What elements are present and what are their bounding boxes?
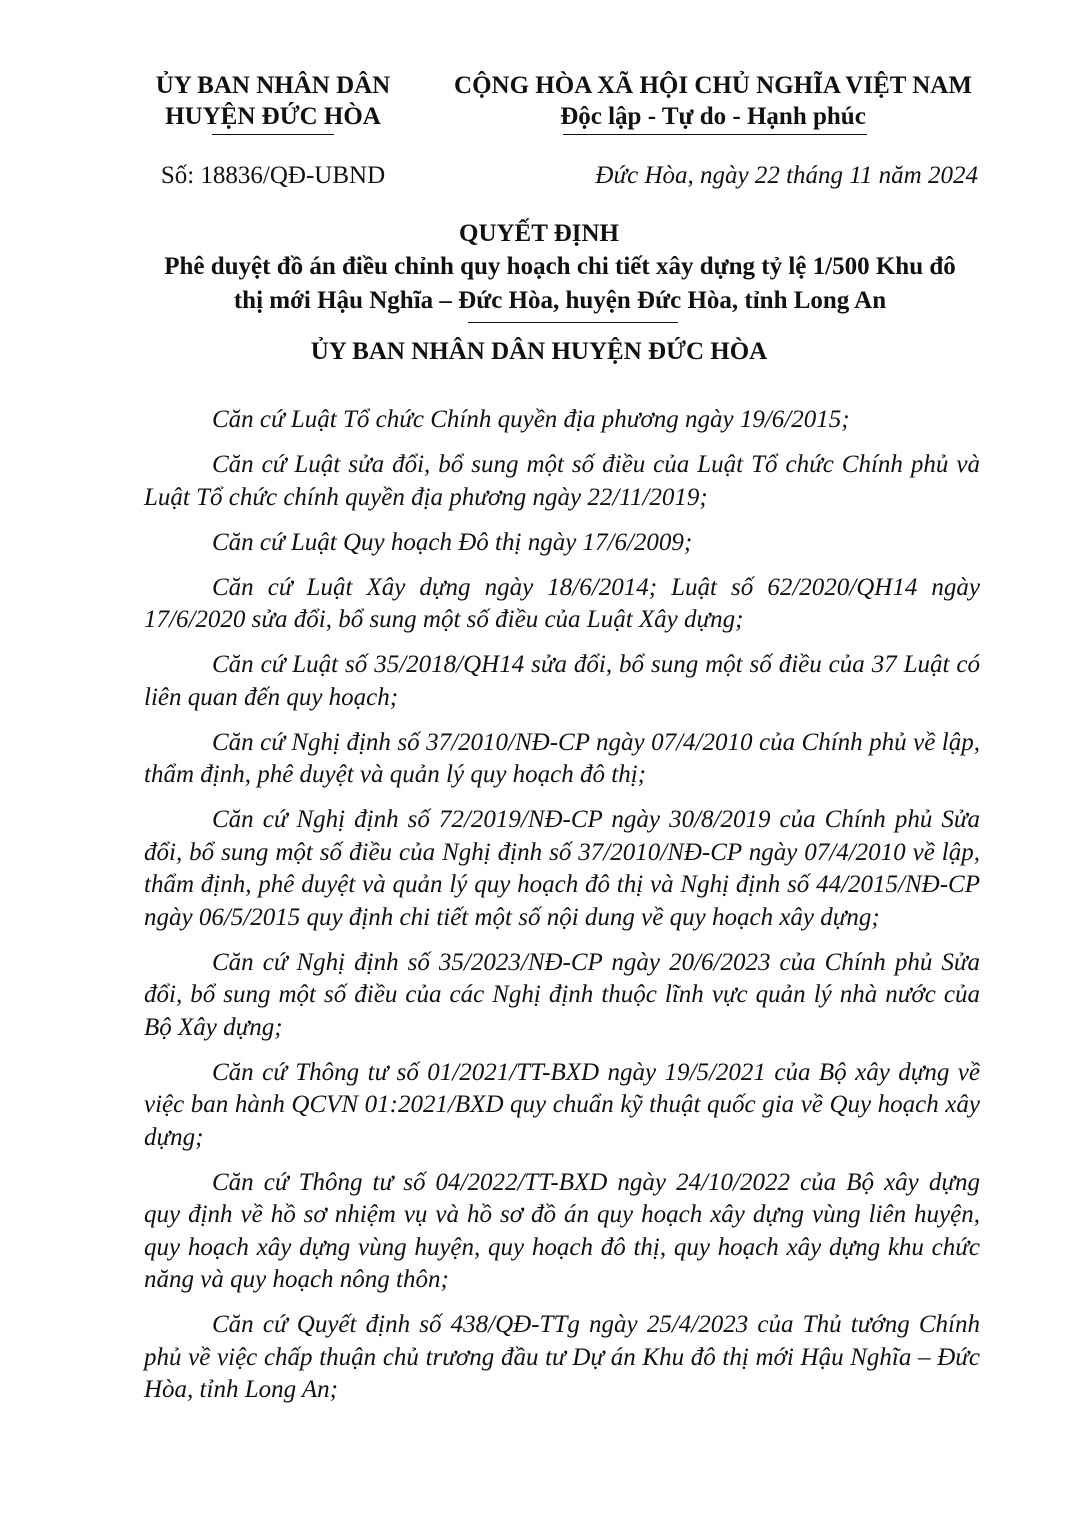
title-divider	[468, 322, 678, 323]
citation-paragraph: Căn cứ Nghị định số 72/2019/NĐ-CP ngày 30/8/2019 của Chính phủ Sửa đổi, bổ sung một số điều của Nghị định số 37/2010/NĐ-CP ngày 07/4/2010 về lập, thẩm định, phê duyệt và quản lý quy hoạch đô thị và Nghị định số 44/2015/NĐ-CP ngày 06/5/2015 quy định chi tiết một số nội dung về quy hoạch xây dựng;	[144, 806, 980, 931]
citation-paragraph: Căn cứ Luật số 35/2018/QH14 sửa đổi, bổ sung một số điều của 37 Luật có liên quan đến quy hoạch;	[144, 651, 980, 711]
national-motto	[432, 70, 994, 132]
agency-line-1: ỦY BAN NHÂN DÂN	[155, 72, 391, 99]
motto-divider	[563, 134, 867, 135]
subject-line-2: thị mới Hậu Nghĩa – Đức Hòa, huyện Đức Hòa, tỉnh Long An	[233, 287, 887, 314]
citation-paragraph: Căn cứ Luật Quy hoạch Đô thị ngày 17/6/2009;	[212, 528, 693, 556]
nation-line-2: Độc lập - Tự do - Hạnh phúc	[560, 103, 866, 130]
citation-paragraph: Căn cứ Nghị định số 35/2023/NĐ-CP ngày 20/6/2023 của Chính phủ Sửa đổi, bổ sung một số điều của các Nghị định thuộc lĩnh vực quản lý nhà nước của Bộ Xây dựng;	[144, 948, 980, 1041]
agency-divider	[212, 134, 334, 135]
citation-paragraph: Căn cứ Thông tư số 01/2021/TT-BXD ngày 19/5/2021 của Bộ xây dựng về việc ban hành QCVN 01:2021/BXD quy chuẩn kỹ thuật quốc gia về Quy hoạch xây dựng;	[144, 1058, 980, 1151]
subject-line-1: Phê duyệt đồ án điều chỉnh quy hoạch chi tiết xây dựng tỷ lệ 1/500 Khu đô	[164, 253, 956, 280]
citation-paragraph: Căn cứ Nghị định số 37/2010/NĐ-CP ngày 07/4/2010 của Chính phủ về lập, thẩm định, phê duyệt và quản lý quy hoạch đô thị;	[144, 728, 980, 788]
issuing-agency	[126, 70, 420, 132]
legal-basis	[144, 404, 980, 1419]
citation-paragraph: Căn cứ Luật Tổ chức Chính quyền địa phương ngày 19/6/2015;	[212, 406, 850, 433]
nation-line-1: CỘNG HÒA XÃ HỘI CHỦ NGHĨA VIỆT NAM	[454, 72, 972, 99]
place-and-date: Đức Hòa, ngày 22 tháng 11 năm 2024	[595, 162, 978, 189]
document-title: QUYẾT ĐỊNH	[459, 220, 619, 247]
citation-paragraph: Căn cứ Thông tư số 04/2022/TT-BXD ngày 24/10/2022 của Bộ xây dựng quy định về hồ sơ nhiệm vụ và hồ sơ đồ án quy hoạch xây dựng vùng liên huyện, quy hoạch xây dựng vùng huyện, quy hoạch đô thị, quy hoạch xây dựng khu chức năng và quy hoạch nông thôn;	[144, 1168, 980, 1293]
citation-paragraph: Căn cứ Quyết định số 438/QĐ-TTg ngày 25/4/2023 của Thủ tướng Chính phủ về việc chấp thuận chủ trương đầu tư Dự án Khu đô thị mới Hậu Nghĩa – Đức Hòa, tỉnh Long An;	[144, 1311, 980, 1403]
citation-paragraph: Căn cứ Luật sửa đổi, bổ sung một số điều của Luật Tổ chức Chính phủ và Luật Tổ chức chính quyền địa phương ngày 22/11/2019;	[144, 451, 980, 511]
issuing-authority: ỦY BAN NHÂN DÂN HUYỆN ĐỨC HÒA	[310, 338, 768, 365]
agency-line-2: HUYỆN ĐỨC HÒA	[165, 103, 381, 130]
document-number: Số: 18836/QĐ-UBND	[160, 162, 386, 189]
document-subject	[140, 250, 980, 318]
citation-paragraph: Căn cứ Luật Xây dựng ngày 18/6/2014; Luật số 62/2020/QH14 ngày 17/6/2020 sửa đổi, bổ sung một số điều của Luật Xây dựng;	[144, 573, 980, 633]
